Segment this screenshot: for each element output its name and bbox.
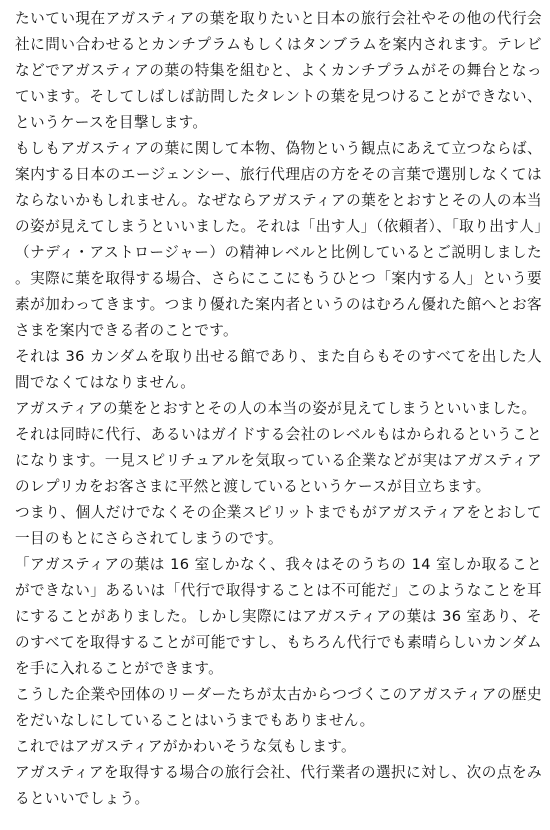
paragraph-5: それは同時に代行、あるいはガイドする会社のレベルもはかられるということになります。一見スピリチュアルを気取っている企業などが実はアガスティアのレプリカをお客さまに平然と渡しているというケースが目立ちます。 <box>15 426 542 495</box>
paragraph-1: たいてい現在アガスティアの葉を取りたいと日本の旅行会社やその他の代行会社に問い合わせるとカンチプラムもしくはタンブラムを案内されます。テレビなどでアガスティアの葉の特集を組むと、よくカンチプラムがその舞台となっています。そしてしばしば訪問したタレントの葉を見つけることができない、というケースを目撃します。 <box>15 10 542 131</box>
paragraph-8: こうした企業や団体のリーダーたちが太古からつづくこのアガスティアの歴史をだいなしにしていることはいうまでもありません。 <box>15 686 542 729</box>
paragraph-6: つまり、個人だけでなくその企業スピリットまでもがアガスティアをとおして一目のもとにさらされてしまうのです。 <box>15 504 542 547</box>
paragraph-3: それは 36 カンダムを取り出せる館であり、また自らもそのすべてを出した人間でなくてはなりません。 <box>15 348 542 391</box>
paragraph-9: これではアガスティアがかわいそうな気もします。 <box>15 738 356 755</box>
article-body <box>15 6 542 812</box>
paragraph-4: アガスティアの葉をとおすとその人の本当の姿が見えてしまうといいました。 <box>15 400 537 417</box>
paragraph-7: 「アガスティアの葉は 16 室しかなく、我々はそのうちの 14 室しか取ることができない」あるいは「代行で取得することは不可能だ」このようなことを耳にすることがありました。しかし実際にはアガスティアの葉は 36 室あり、そのすべてを取得することが可能ですし、もちろん代行でも素晴らしいカンダムを手に入れることができます。 <box>15 556 542 677</box>
paragraph-10: アガスティアを取得する場合の旅行会社、代行業者の選択に対し、次の点をみるといいでしょう。 <box>15 764 542 807</box>
paragraph-2: もしもアガスティアの葉に関して本物、偽物という観点にあえて立つならば、案内する日本のエージェンシー、旅行代理店の方をその言葉で選別しなくてはならないかもしれません。なぜならアガスティアの葉をとおすとその人の本当の姿が見えてしまうといいました。それは「出す人」（依頼者）、「取り出す人」（ナディ・アストロージャー）の精神レベルと比例しているとご説明しました。実際に葉を取得する場合、さらにここにもうひとつ「案内する人」という要素が加わってきます。つまり優れた案内者というのはむろん優れた館へとお客さまを案内できる者のことです。 <box>15 140 542 339</box>
